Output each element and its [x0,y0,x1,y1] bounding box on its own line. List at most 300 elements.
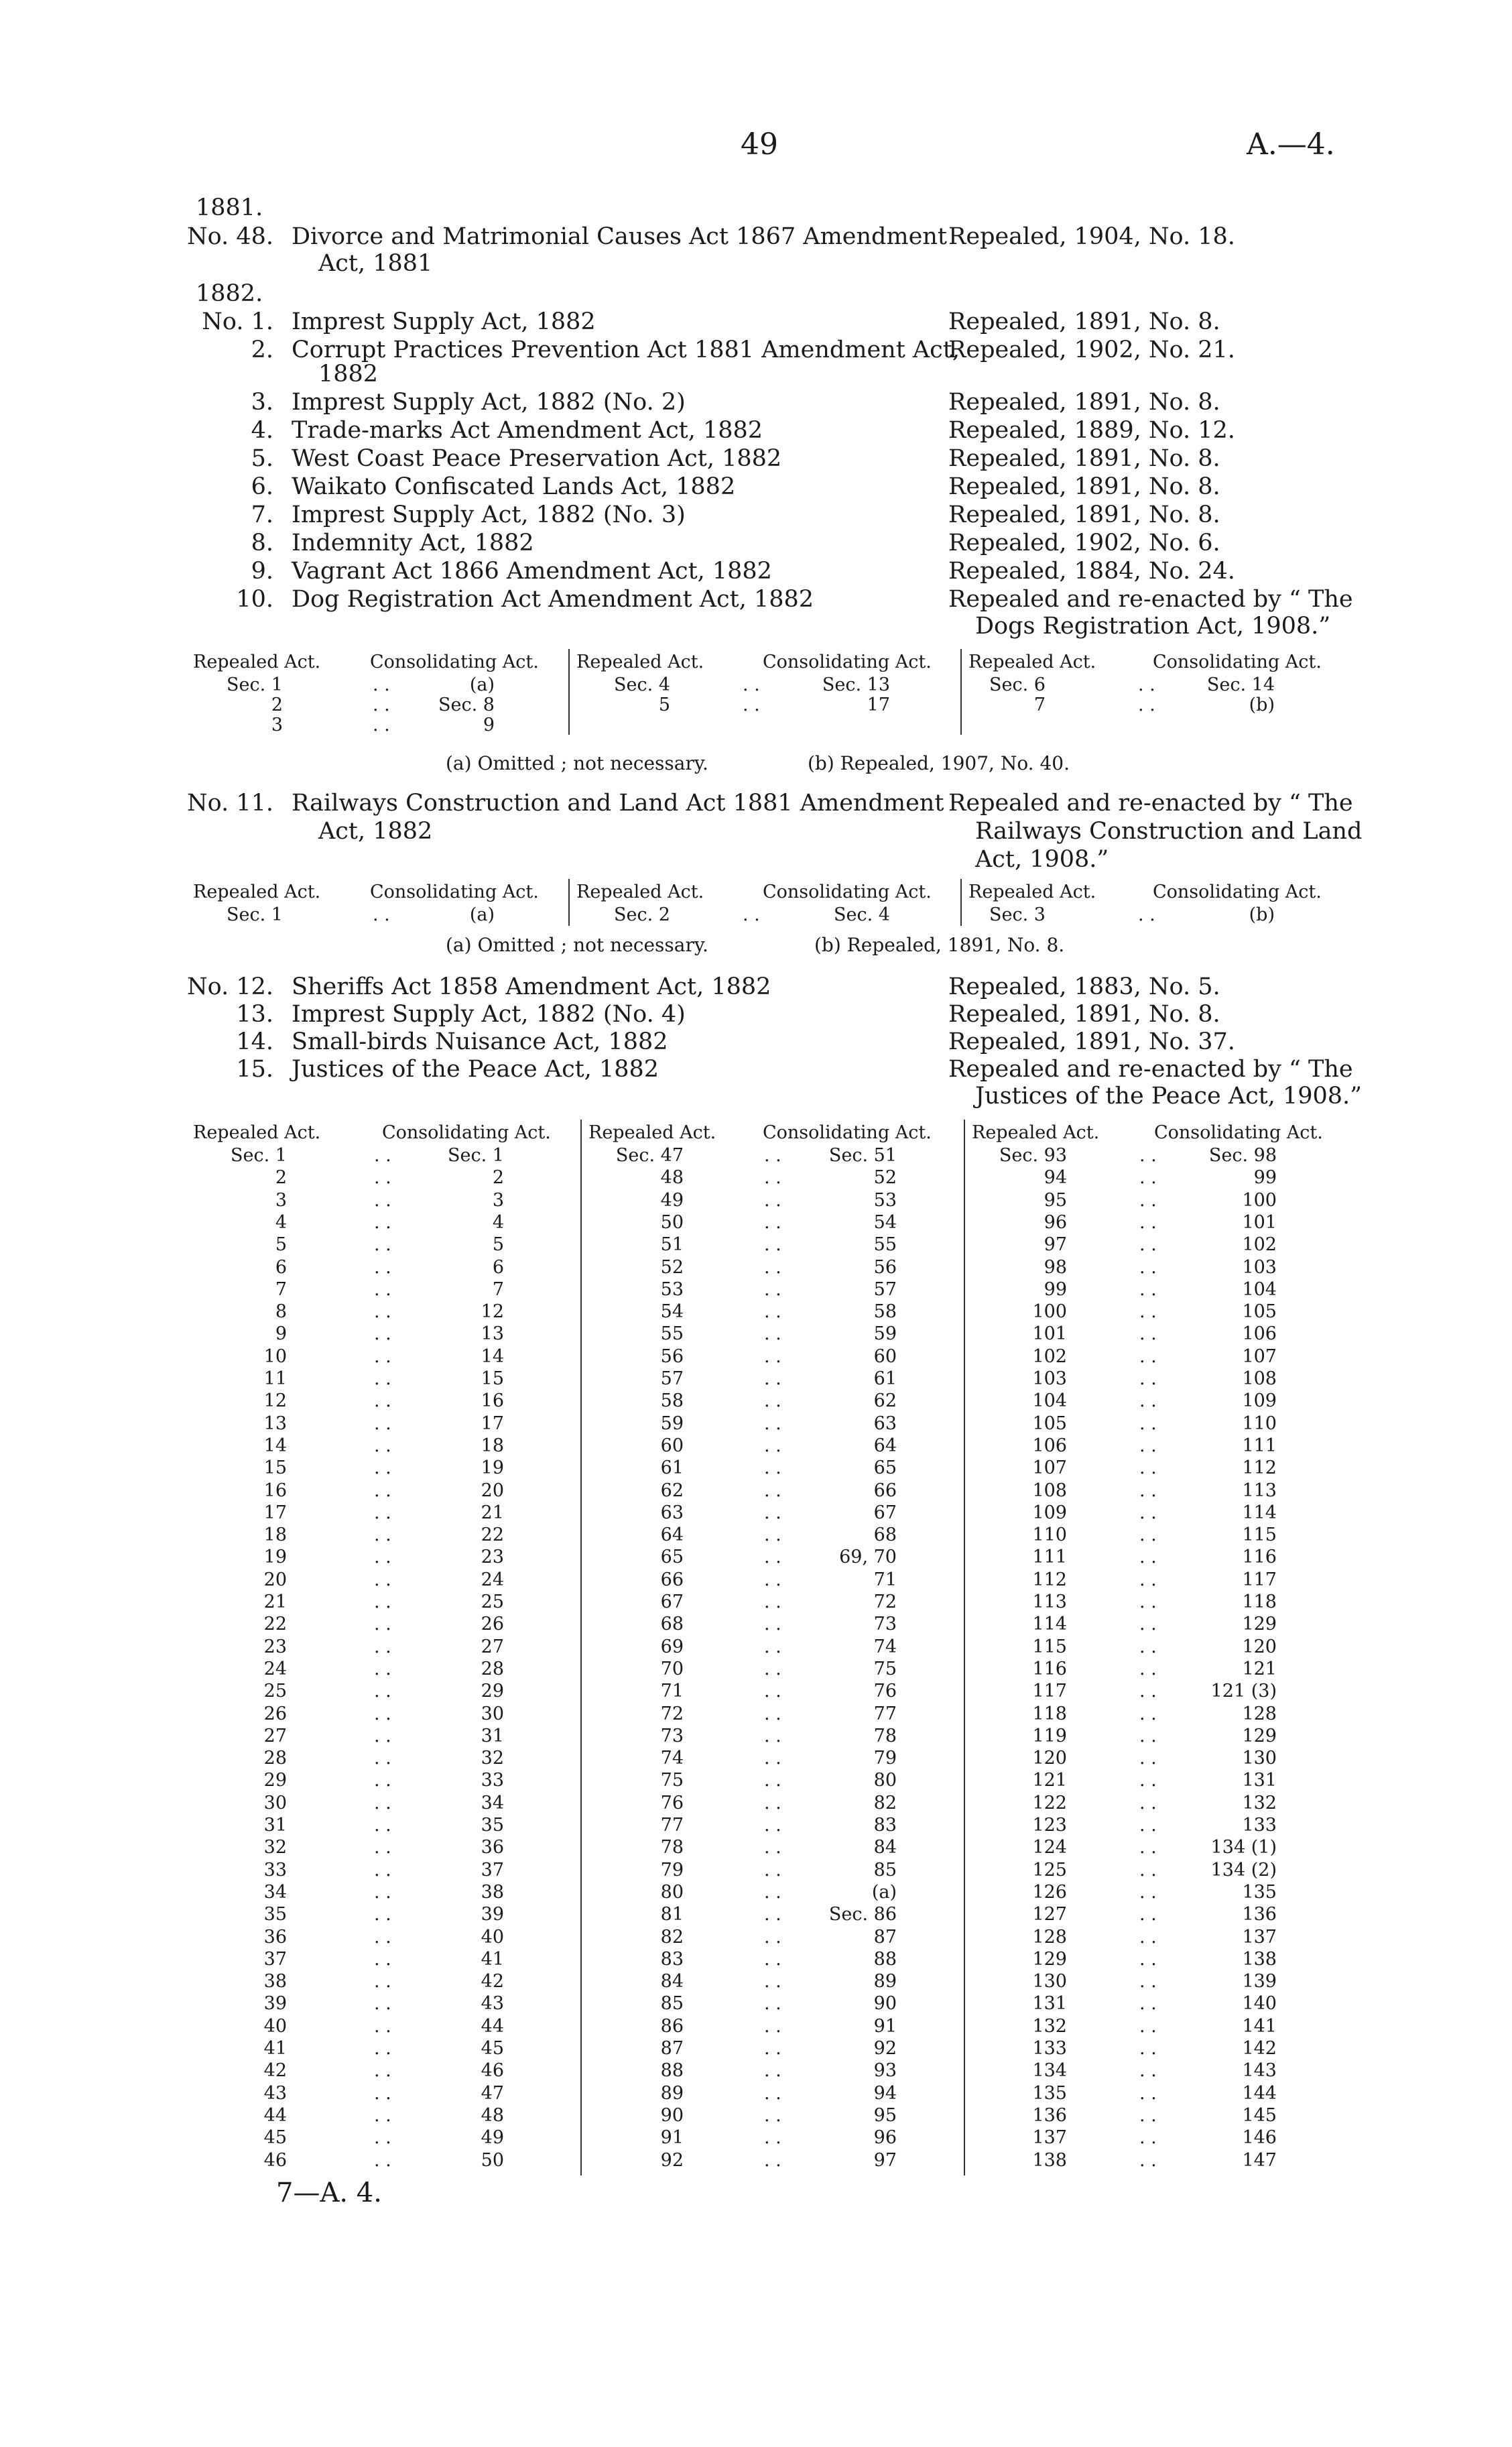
leader-dots: . . [764,1457,781,1479]
consolidating-section-cell: 17 [867,695,890,715]
act-status: Repealed, 1884, No. 24. [948,558,1235,585]
leader-dots: . . [743,695,760,715]
leader-dots: . . [1139,1547,1157,1568]
leader-dots: . . [764,1881,781,1903]
leader-dots: . . [1139,1525,1157,1546]
leader-dots: . . [1139,1614,1157,1635]
leader-dots: . . [374,1971,391,1992]
leader-dots: . . [764,1435,781,1456]
repealed-section-cell: 5 [658,695,670,715]
repealed-section-cell: Sec. 1 [227,904,283,925]
consolidating-section-cell: 54 [873,1211,897,1233]
consolidating-section-cell: 74 [873,1636,897,1657]
consolidating-section-cell: 141 [1242,2015,1277,2037]
consolidating-section-cell: 121 (3) [1210,1681,1277,1702]
leader-dots: . . [1139,1457,1157,1479]
column-header-consolidating: Consolidating Act. [1153,652,1322,672]
repealed-section-cell: 28 [263,1748,287,1769]
consolidating-section-cell: 53 [873,1189,897,1211]
consolidating-section-cell: 68 [873,1525,897,1546]
consolidating-section-cell: 15 [481,1368,504,1389]
consolidating-section-cell: 42 [481,1971,504,1992]
column-header-repealed: Repealed Act. [972,1122,1100,1143]
act-number: 8. [251,530,273,556]
leader-dots: . . [1139,1971,1157,1992]
leader-dots: . . [374,1681,391,1702]
act-status-cont: Justices of the Peace Act, 1908.” [975,1083,1363,1110]
repealed-section-cell: Sec. 1 [227,674,283,695]
act-title: Corrupt Practices Prevention Act 1881 Amendment Act, [292,337,960,363]
consolidating-section-cell: 45 [481,2038,504,2059]
act-status: Repealed, 1883, No. 5. [948,973,1220,1000]
consolidating-section-cell: 128 [1242,1703,1277,1724]
leader-dots: . . [1138,904,1155,925]
leader-dots: . . [374,1525,391,1546]
leader-dots: . . [1139,1368,1157,1389]
leader-dots: . . [764,1278,781,1300]
repealed-section-cell: 79 [660,1859,684,1881]
leader-dots: . . [374,1904,391,1925]
consolidating-section-cell: 13 [481,1323,504,1345]
leader-dots: . . [764,1525,781,1546]
repealed-section-cell: 30 [263,1792,287,1813]
repealed-section-cell: 31 [263,1815,287,1836]
column-header-repealed: Repealed Act. [193,882,321,902]
repealed-section-cell: 137 [1032,2127,1067,2149]
leader-dots: . . [1139,2015,1157,2037]
act-number: 6. [251,473,273,500]
repealed-section-cell: 76 [660,1792,684,1813]
consolidating-section-cell: 140 [1242,1993,1277,2015]
consolidating-section-cell: 147 [1242,2149,1277,2171]
leader-dots: . . [374,1614,391,1635]
consolidating-section-cell: Sec. 51 [828,1145,897,1166]
leader-dots: . . [1139,1234,1157,1256]
consolidating-section-cell: 71 [873,1569,897,1590]
column-header-repealed: Repealed Act. [968,882,1096,902]
repealed-section-cell: 19 [263,1547,287,1568]
leader-dots: . . [764,1368,781,1389]
consolidating-section-cell: 66 [873,1480,897,1501]
leader-dots: . . [1139,1167,1157,1189]
leader-dots: . . [373,674,390,695]
leader-dots: . . [1139,1435,1157,1456]
repealed-section-cell: 106 [1032,1435,1067,1456]
consolidating-section-cell: 49 [481,2127,504,2149]
consolidating-section-cell: 79 [873,1748,897,1769]
leader-dots: . . [1139,1211,1157,1233]
consolidating-section-cell: 78 [873,1725,897,1746]
leader-dots: . . [374,2127,391,2149]
consolidating-section-cell: 84 [873,1837,897,1858]
repealed-section-cell: 12 [263,1390,287,1412]
leader-dots: . . [1139,2149,1157,2171]
repealed-section-cell: 3 [271,715,283,735]
repealed-section-cell: 118 [1032,1703,1067,1724]
consolidating-section-cell: 52 [873,1167,897,1189]
column-header-repealed: Repealed Act. [576,882,704,902]
consolidating-section-cell: 80 [873,1770,897,1791]
repealed-section-cell: 132 [1032,2015,1067,2037]
repealed-section-cell: 94 [1044,1167,1067,1189]
repealed-section-cell: 62 [660,1480,684,1501]
repealed-section-cell: 99 [1044,1278,1067,1300]
repealed-section-cell: 45 [263,2127,287,2149]
repealed-section-cell: 29 [263,1770,287,1791]
act-status: Repealed, 1891, No. 8. [948,473,1220,500]
repealed-section-cell: 119 [1032,1725,1067,1746]
repealed-section-cell: 35 [263,1904,287,1925]
consolidating-section-cell: Sec. 14 [1206,674,1275,695]
repealed-section-cell: 63 [660,1502,684,1523]
consolidating-section-cell: 9 [483,715,495,735]
leader-dots: . . [764,1480,781,1501]
repealed-section-cell: 126 [1032,1881,1067,1903]
document-reference: A.—4. [1247,127,1335,162]
repealed-section-cell: Sec. 93 [999,1145,1067,1166]
repealed-section-cell: 33 [263,1859,287,1881]
repealed-section-cell: 97 [1044,1234,1067,1256]
leader-dots: . . [764,1792,781,1813]
repealed-section-cell: 18 [263,1525,287,1546]
consolidating-section-cell: 110 [1242,1413,1277,1434]
act-status: Repealed, 1891, No. 8. [948,445,1220,472]
consolidating-section-cell: 118 [1242,1592,1277,1612]
act-status: Repealed and re-enacted by “ The [948,790,1353,817]
repealed-section-cell: 4 [275,1211,287,1233]
leader-dots: . . [764,1167,781,1189]
leader-dots: . . [764,1725,781,1746]
consolidating-section-cell: Sec. 4 [834,904,890,925]
act-number: No. 1. [202,308,273,335]
repealed-section-cell: 21 [263,1592,287,1612]
repealed-section-cell: 68 [660,1614,684,1635]
consolidating-section-cell: 5 [492,1234,504,1256]
consolidating-section-cell: 39 [481,1904,504,1925]
column-header-consolidating: Consolidating Act. [370,652,539,672]
consolidating-section-cell: 130 [1242,1748,1277,1769]
act-status: Repealed, 1891, No. 37. [948,1028,1235,1055]
leader-dots: . . [1139,1681,1157,1702]
leader-dots: . . [374,1658,391,1679]
leader-dots: . . [764,2060,781,2082]
consolidating-section-cell: 6 [492,1256,504,1278]
repealed-section-cell: 104 [1032,1390,1067,1412]
consolidating-section-cell: 38 [481,1881,504,1903]
leader-dots: . . [764,2038,781,2059]
repealed-section-cell: Sec. 6 [989,674,1046,695]
repealed-section-cell: 11 [263,1368,287,1389]
consolidating-section-cell: Sec. 1 [448,1145,504,1166]
leader-dots: . . [1139,1502,1157,1523]
consolidating-section-cell: 144 [1242,2082,1277,2104]
consolidating-section-cell: 36 [481,1837,504,1858]
consolidating-section-cell: 105 [1242,1301,1277,1323]
act-number: No. 11. [187,790,273,817]
consolidating-section-cell: 87 [873,1926,897,1948]
leader-dots: . . [373,695,390,715]
consolidating-section-cell: 102 [1242,1234,1277,1256]
consolidating-section-cell: 116 [1242,1547,1277,1568]
leader-dots: . . [764,1636,781,1657]
leader-dots: . . [1139,1189,1157,1211]
repealed-section-cell: 7 [1033,695,1046,715]
leader-dots: . . [1139,1301,1157,1323]
consolidating-section-cell: 18 [481,1435,504,1456]
repealed-section-cell: 87 [660,2038,684,2059]
repealed-section-cell: 100 [1032,1301,1067,1323]
footnote-b: (b) Repealed, 1907, No. 40. [808,752,1070,774]
consolidating-section-cell: 55 [873,1234,897,1256]
leader-dots: . . [1138,674,1155,695]
consolidating-section-cell: 62 [873,1390,897,1412]
consolidating-section-cell: 27 [481,1636,504,1657]
repealed-section-cell: 14 [263,1435,287,1456]
act-status: Repealed, 1889, No. 12. [948,417,1235,444]
leader-dots: . . [764,1346,781,1367]
consolidating-section-cell: 95 [873,2104,897,2126]
repealed-section-cell: 13 [263,1413,287,1434]
consolidating-section-cell: Sec. 13 [822,674,890,695]
leader-dots: . . [743,904,760,925]
repealed-section-cell: 15 [263,1457,287,1479]
consolidating-section-cell: (b) [1249,695,1275,715]
consolidating-section-cell: 104 [1242,1278,1277,1300]
act-title: Divorce and Matrimonial Causes Act 1867 Amendment [292,223,947,250]
consolidating-section-cell: 107 [1242,1346,1277,1367]
consolidating-section-cell: 75 [873,1658,897,1679]
leader-dots: . . [374,2104,391,2126]
leader-dots: . . [374,1926,391,1948]
repealed-section-cell: 43 [263,2082,287,2104]
consolidating-section-cell: 48 [481,2104,504,2126]
repealed-section-cell: 107 [1032,1457,1067,1479]
leader-dots: . . [764,1256,781,1278]
leader-dots: . . [374,1592,391,1612]
consolidating-section-cell: 58 [873,1301,897,1323]
repealed-section-cell: 117 [1032,1681,1067,1702]
leader-dots: . . [764,2104,781,2126]
leader-dots: . . [1139,1815,1157,1836]
leader-dots: . . [1139,1413,1157,1434]
leader-dots: . . [374,1748,391,1769]
leader-dots: . . [764,1748,781,1769]
consolidating-section-cell: 59 [873,1323,897,1345]
consolidating-section-cell: Sec. 98 [1208,1145,1277,1166]
repealed-section-cell: 88 [660,2060,684,2082]
consolidating-section-cell: 35 [481,1815,504,1836]
consolidating-section-cell: 34 [481,1792,504,1813]
consolidating-section-cell: 94 [873,2082,897,2104]
act-status: Repealed, 1891, No. 8. [948,308,1220,335]
repealed-section-cell: 83 [660,1948,684,1970]
repealed-section-cell: 101 [1032,1323,1067,1345]
act-title: Indemnity Act, 1882 [292,530,534,556]
leader-dots: . . [1139,1837,1157,1858]
repealed-section-cell: 24 [263,1658,287,1679]
repealed-section-cell: 48 [660,1167,684,1189]
consolidating-section-cell: 30 [481,1703,504,1724]
repealed-section-cell: 2 [271,695,283,715]
repealed-section-cell: 42 [263,2060,287,2082]
repealed-section-cell: 102 [1032,1346,1067,1367]
leader-dots: . . [1139,2127,1157,2149]
repealed-section-cell: Sec. 3 [989,904,1046,925]
leader-dots: . . [1139,1658,1157,1679]
consolidating-section-cell: 129 [1242,1614,1277,1635]
repealed-section-cell: 113 [1032,1592,1067,1612]
consolidating-section-cell: 113 [1242,1480,1277,1501]
act-title-cont: Act, 1881 [318,250,433,277]
consolidating-section-cell: 46 [481,2060,504,2082]
repealed-section-cell: 80 [660,1881,684,1903]
act-number: 15. [236,1056,273,1083]
leader-dots: . . [764,1815,781,1836]
act-number: 9. [251,558,273,585]
leader-dots: . . [764,2082,781,2104]
act-title: Imprest Supply Act, 1882 (No. 3) [292,501,686,528]
repealed-section-cell: 134 [1032,2060,1067,2082]
consolidating-section-cell: 37 [481,1859,504,1881]
consolidating-section-cell: 7 [492,1278,504,1300]
leader-dots: . . [1139,1859,1157,1881]
act-number: 13. [236,1001,273,1028]
repealed-section-cell: 109 [1032,1502,1067,1523]
consolidating-section-cell: 97 [873,2149,897,2171]
consolidating-section-cell: 69, 70 [839,1547,897,1568]
leader-dots: . . [374,1368,391,1389]
consolidating-section-cell: 142 [1242,2038,1277,2059]
leader-dots: . . [764,1569,781,1590]
consolidating-section-cell: 19 [481,1457,504,1479]
consolidating-section-cell: 25 [481,1592,504,1612]
leader-dots: . . [374,1234,391,1256]
leader-dots: . . [374,1770,391,1791]
footer-signature: 7—A. 4. [276,2177,382,2208]
leader-dots: . . [374,1211,391,1233]
column-header-repealed: Repealed Act. [576,652,704,672]
column-header-repealed: Repealed Act. [588,1122,716,1143]
act-number: 10. [236,586,273,613]
repealed-section-cell: 58 [660,1390,684,1412]
leader-dots: . . [374,1189,391,1211]
repealed-section-cell: 5 [275,1234,287,1256]
leader-dots: . . [374,2082,391,2104]
consolidating-section-cell: 12 [481,1301,504,1323]
consolidating-section-cell: 131 [1242,1770,1277,1791]
consolidating-section-cell: 82 [873,1792,897,1813]
leader-dots: . . [374,1703,391,1724]
leader-dots: . . [1139,2104,1157,2126]
leader-dots: . . [373,715,390,735]
leader-dots: . . [1138,695,1155,715]
consolidating-section-cell: 77 [873,1703,897,1724]
repealed-section-cell: 129 [1032,1948,1067,1970]
leader-dots: . . [764,1502,781,1523]
footnote-a: (a) Omitted ; not necessary. [446,934,708,956]
act-title: Dog Registration Act Amendment Act, 1882 [292,586,814,613]
leader-dots: . . [1139,1323,1157,1345]
repealed-section-cell: 9 [275,1323,287,1345]
repealed-section-cell: 8 [275,1301,287,1323]
consolidating-section-cell: 2 [492,1167,504,1189]
column-header-consolidating: Consolidating Act. [1154,1122,1323,1143]
consolidating-section-cell: 115 [1242,1525,1277,1546]
leader-dots: . . [1139,1993,1157,2015]
repealed-section-cell: 135 [1032,2082,1067,2104]
consolidating-section-cell: 4 [492,1211,504,1233]
column-header-consolidating: Consolidating Act. [382,1122,551,1143]
act-title: Railways Construction and Land Act 1881 Amendment [292,790,944,817]
repealed-section-cell: 123 [1032,1815,1067,1836]
repealed-section-cell: 53 [660,1278,684,1300]
repealed-section-cell: 27 [263,1725,287,1746]
repealed-section-cell: 90 [660,2104,684,2126]
leader-dots: . . [374,1859,391,1881]
consolidating-section-cell: (a) [871,1881,897,1903]
consolidating-section-cell: 24 [481,1569,504,1590]
act-number: 7. [251,501,273,528]
repealed-section-cell: 124 [1032,1837,1067,1858]
consolidating-section-cell: 23 [481,1547,504,1568]
repealed-section-cell: 41 [263,2038,287,2059]
column-header-consolidating: Consolidating Act. [1153,882,1322,902]
consolidating-section-cell: 76 [873,1681,897,1702]
repealed-section-cell: 59 [660,1413,684,1434]
repealed-section-cell: 56 [660,1346,684,1367]
consolidating-section-cell: 101 [1242,1211,1277,1233]
consolidating-section-cell: 146 [1242,2127,1277,2149]
consolidating-section-cell: 60 [873,1346,897,1367]
leader-dots: . . [1139,1592,1157,1612]
consolidating-section-cell: 3 [492,1189,504,1211]
leader-dots: . . [374,2038,391,2059]
consolidating-section-cell: 32 [481,1748,504,1769]
act-number: 2. [251,337,273,363]
consolidating-section-cell: 47 [481,2082,504,2104]
consolidating-section-cell: 14 [481,1346,504,1367]
consolidating-section-cell: Sec. 8 [438,695,495,715]
leader-dots: . . [374,1837,391,1858]
repealed-section-cell: 36 [263,1926,287,1948]
consolidating-section-cell: 121 [1242,1658,1277,1679]
repealed-section-cell: 38 [263,1971,287,1992]
act-title-cont: Act, 1882 [318,818,433,845]
repealed-section-cell: 73 [660,1725,684,1746]
repealed-section-cell: 16 [263,1480,287,1501]
act-title: Waikato Confiscated Lands Act, 1882 [292,473,736,500]
repealed-section-cell: 131 [1032,1993,1067,2015]
leader-dots: . . [764,1145,781,1166]
repealed-section-cell: 127 [1032,1904,1067,1925]
leader-dots: . . [374,2060,391,2082]
repealed-section-cell: 52 [660,1256,684,1278]
leader-dots: . . [374,2015,391,2037]
leader-dots: . . [374,1881,391,1903]
leader-dots: . . [1139,1278,1157,1300]
consolidating-section-cell: 137 [1242,1926,1277,1948]
column-header-consolidating: Consolidating Act. [763,652,932,672]
page-number: 49 [741,127,778,162]
consolidating-section-cell: 143 [1242,2060,1277,2082]
leader-dots: . . [374,1390,391,1412]
leader-dots: . . [1139,1703,1157,1724]
footnote-b: (b) Repealed, 1891, No. 8. [814,934,1065,956]
leader-dots: . . [374,1413,391,1434]
repealed-section-cell: 105 [1032,1413,1067,1434]
repealed-section-cell: 128 [1032,1926,1067,1948]
act-status: Repealed, 1891, No. 8. [948,501,1220,528]
